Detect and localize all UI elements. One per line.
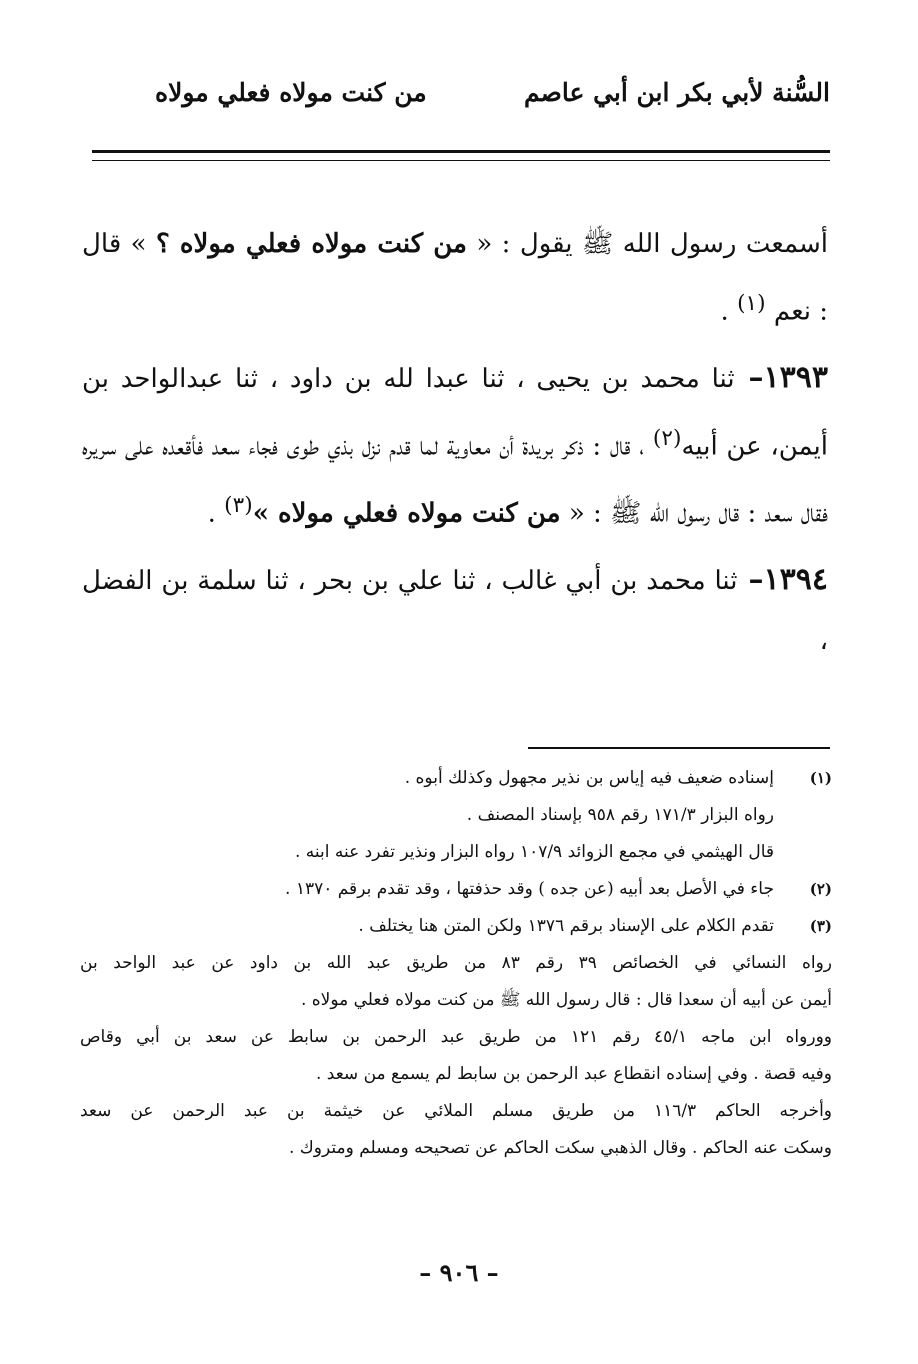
- hadith-1393-end: .: [207, 498, 225, 529]
- footnote-2-line-1: [80, 871, 832, 908]
- p1-bold-quote: من كنت مولاه فعلي مولاه ؟: [155, 229, 467, 259]
- footnote-ref-1[interactable]: (١): [737, 291, 766, 316]
- footnote-separator: [528, 747, 830, 749]
- footnote-2-text-1: جاء في الأصل بعد أبيه (عن جده ) وقد حذفتها ، وقد تقدم برقم ١٣٧٠ .: [285, 879, 774, 899]
- hadith-1394: [82, 550, 828, 671]
- footnote-3-line-7: وسكت عنه الحاكم . وقال الذهبي سكت الحاكم عن تصحيحه ومسلم ومتروك .: [288, 1138, 832, 1158]
- paragraph-continuation: [82, 214, 828, 342]
- p1-end: .: [720, 296, 738, 327]
- hadith-1393-close: »: [252, 498, 279, 529]
- footnote-ref-2[interactable]: (٢): [652, 425, 682, 451]
- footnote-3-line-4: وورواه ابن ماجه ٤٥/١ رقم ١٢١ من طريق عبد الرحمن بن سابط عن سعد بن أبي وقاص: [80, 1027, 832, 1047]
- footnote-3-line-5: وفيه قصة . وفي إسناده انقطاع عبد الرحمن بن سابط لم يسمع من سعد .: [315, 1064, 832, 1084]
- footnote-3-line-2: رواه النسائي في الخصائص ٣٩ رقم ٨٣ من طريق عبد الله بن داود عن عبد الواحد بن: [80, 953, 832, 973]
- hadith-1394-text: ثنا محمد بن أبي غالب ، ثنا علي بن بحر ، ثنا سلمة بن الفضل ،: [82, 565, 828, 656]
- footnote-number-2: (٢): [809, 880, 832, 898]
- hadith-number-1393: ١٣٩٣: [763, 359, 828, 395]
- hadith-dash-1393: –: [734, 359, 764, 395]
- main-text: [82, 214, 828, 671]
- footnote-ref-3[interactable]: (٣): [224, 493, 253, 519]
- hadith-dash-1394: –: [737, 561, 764, 597]
- header-rule-thick: [92, 150, 830, 153]
- footnote-number-1: (١): [809, 769, 832, 787]
- page-number: – ٩٠٦ –: [419, 1258, 499, 1287]
- footnote-1-line-1: [80, 760, 832, 797]
- hadith-1393-text-2: ، قال : ذكر بريدة أن معاوية لما قدم نزل بذي طوى فجاء سعد فأقعده على سريره فقال سعد : قال رسول الله ﷺ : «: [82, 431, 828, 529]
- footnote-1-line-3: قال الهيثمي في مجمع الزوائد ١٠٧/٩ رواه البزار ونذير تفرد عنه ابنه .: [294, 842, 774, 862]
- hadith-1393-text: ثنا محمد بن يحيى ، ثنا عبدا لله بن داود ، ثنا عبدالواحد بن أيمن، عن أبيه: [82, 363, 828, 462]
- hadith-1393: [82, 348, 828, 544]
- running-header-chapter-title: من كنت مولاه فعلي مولاه: [155, 78, 427, 107]
- footnote-3-text-1: تقدم الكلام على الإسناد برقم ١٣٧٦ ولكن المتن هنا يختلف .: [358, 916, 774, 936]
- p1-tail: » قال : نعم: [82, 229, 828, 327]
- hadith-number-1394: ١٣٩٤: [763, 561, 828, 597]
- footnote-3-line-6: وأخرجه الحاكم ١١٦/٣ من طريق مسلم الملائي عن خيثمة بن عبد الرحمن عن سعد: [80, 1101, 832, 1121]
- footnote-number-3: (٣): [809, 917, 832, 935]
- footnote-1-line-2: رواه البزار ١٧١/٣ رقم ٩٥٨ بإسناد المصنف .: [466, 805, 774, 825]
- p1-text: أسمعت رسول الله ﷺ يقول : «: [466, 229, 828, 259]
- footnotes: [80, 760, 832, 1167]
- footnote-3-line-3: أيمن عن أبيه أن سعدا قال : قال رسول الله ﷺ من كنت مولاه فعلي مولاه .: [300, 990, 832, 1010]
- footnote-1-text-1: إسناده ضعيف فيه إياس بن نذير مجهول وكذلك أبوه .: [404, 768, 774, 788]
- running-header-book-title: السُّنة لأبي بكر ابن أبي عاصم: [523, 78, 830, 107]
- footnote-3-line-1: [80, 908, 832, 945]
- header-rule-thin: [92, 160, 830, 161]
- hadith-1393-bold-quote: من كنت مولاه فعلي مولاه: [278, 498, 561, 529]
